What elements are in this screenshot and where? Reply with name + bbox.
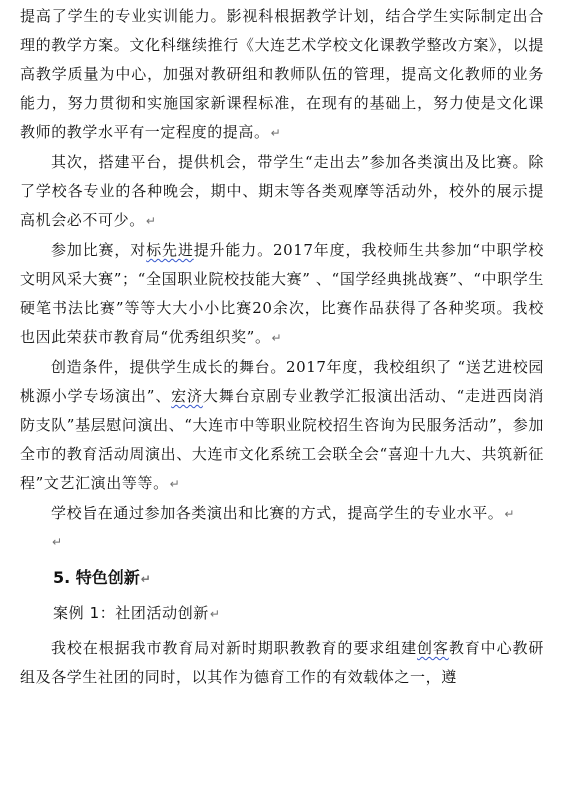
paragraph-mark-icon: ↵	[140, 572, 151, 586]
paragraph-mark-icon: ↵	[209, 607, 220, 621]
spellcheck-flagged-text: 宏济	[171, 387, 203, 405]
paragraph-2	[20, 148, 544, 236]
paragraph-1	[20, 2, 544, 148]
paragraph-5-text: 学校旨在通过参加各类演出和比赛的方式，提高学生的专业水平。	[51, 504, 504, 522]
paragraph-3-text-a: 参加比赛，对	[51, 241, 147, 259]
empty-paragraph	[20, 529, 544, 554]
case-title-text: 案例 1：社团活动创新	[53, 604, 209, 622]
paragraph-mark-icon: ↵	[169, 477, 180, 491]
case-title	[53, 597, 544, 630]
paragraph-3-text-b: 提升能力。2017年度，我校师生共参加“中职学校文明风采大赛”；“全国职业院校技能大赛” 、“国学经典挑战赛”、“中职学生硬笔书法比赛”等等大大小小比赛20余次，比赛作品获得了各种奖项。我校也因此荣获市教育局“优秀组织奖”。	[20, 241, 544, 346]
paragraph-6-text-a: 我校在根据我市教育局对新时期职教教育的要求组建	[51, 639, 417, 657]
paragraph-4	[20, 353, 544, 499]
paragraph-4-text-a: 创造条件，提供学生成长的舞台。2017年度，我校组织了 “送艺进校园桃源小学专场演出”、	[20, 358, 544, 405]
paragraph-mark-icon: ↵	[52, 535, 63, 549]
spellcheck-flagged-text: 标先进	[146, 241, 194, 259]
paragraph-5	[20, 499, 544, 529]
section-heading	[53, 562, 544, 595]
paragraph-6	[20, 634, 544, 692]
paragraph-4-text-b: 大舞台京剧专业教学汇报演出活动、“走进西岗消防支队”基层慰问演出、“大连市中等职业院校招生咨询为民服务活动”，参加全市的教育活动周演出、大连市文化系统工会联全会“喜迎十九大、共筑新征程”文艺汇演出等等。	[20, 387, 545, 492]
paragraph-mark-icon: ↵	[271, 331, 282, 345]
spellcheck-flagged-text: 创客	[417, 639, 449, 657]
section-heading-text: 5. 特色创新	[53, 568, 140, 587]
paragraph-mark-icon: ↵	[270, 126, 281, 140]
paragraph-mark-icon: ↵	[504, 507, 515, 521]
paragraph-1-text: 提高了学生的专业实训能力。影视科根据教学计划，结合学生实际制定出合理的教学方案。文化科继续推行《大连艺术学校文化课教学整改方案》，以提高教学质量为中心，加强对教研组和教师队伍的管理，提高文化教师的业务能力，努力贯彻和实施国家新课程标准，在现有的基础上，努力使是文化课教师的教学水平有一定程度的提高。	[20, 7, 544, 141]
paragraph-6-text-b: 教育中心教研组及各学生社团的同时，以其作为德育工作的有效载体之一，遵	[20, 639, 544, 686]
paragraph-mark-icon: ↵	[145, 214, 156, 228]
paragraph-2-text: 其次，搭建平台，提供机会，带学生“走出去”参加各类演出及比赛。除了学校各专业的各种晚会，期中、期末等各类观摩等活动外，校外的展示提高机会必不可少。	[20, 153, 544, 229]
paragraph-3	[20, 236, 544, 353]
